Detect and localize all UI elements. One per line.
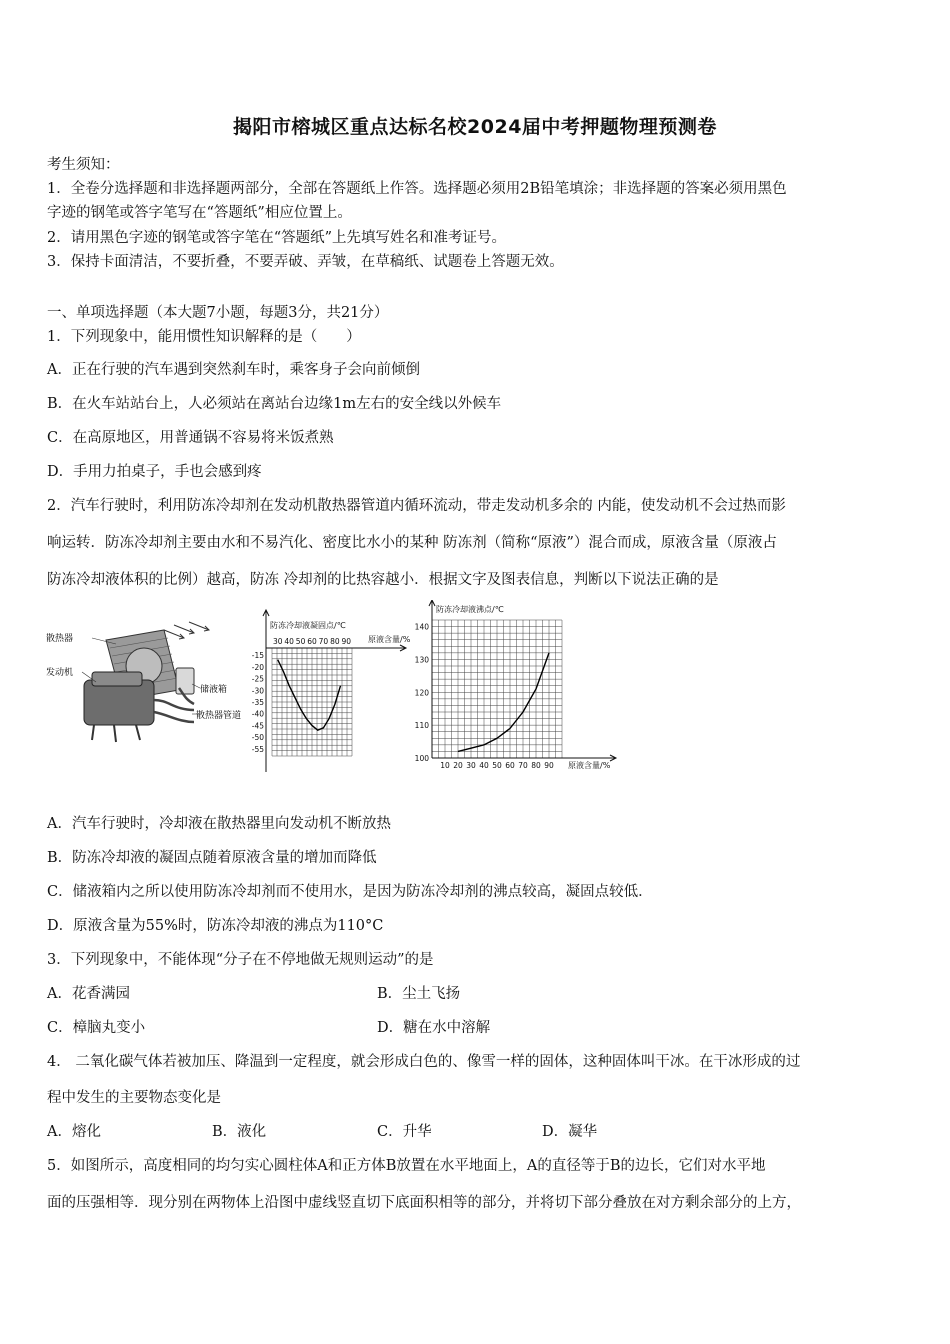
engine-block-shape <box>84 672 154 742</box>
label-radiator: 散热器 <box>46 634 74 644</box>
question-2-line-1: 2．汽车行驶时，利用防冻冷却剂在发动机散热器管道内循环流动，带走发动机多余的 内能，使发动机不会过热而影 <box>47 498 786 514</box>
boil-x-tick: 10 <box>440 761 450 770</box>
boil-y-tick: 110 <box>414 721 429 731</box>
airflow-arrows <box>164 622 209 639</box>
freeze-x-tick: 70 <box>318 637 329 646</box>
question-2-option-b: B．防冻冷却液的凝固点随着原液含量的增加而降低 <box>47 850 377 866</box>
label-engine: 发动机 <box>46 668 74 678</box>
freeze-x-tick: 30 <box>272 637 283 646</box>
boil-x-tick: 20 <box>453 761 463 770</box>
notice-item-1-line-2: 字迹的钢笔或答字笔写在“答题纸”相应位置上。 <box>47 205 352 221</box>
notice-item-1-line-1: 1．全卷分选择题和非选择题两部分，全部在答题纸上作答。选择题必须用2B铅笔填涂；非选择题的答案必须用黑色 <box>47 181 787 197</box>
freeze-y-tick: -15 <box>251 651 264 661</box>
question-2-option-d: D．原液含量为55%时，防冻冷却液的沸点为110°C <box>47 918 384 934</box>
question-3-option-c: C．樟脑丸变小 <box>47 1020 146 1036</box>
question-2-figure <box>44 600 624 780</box>
question-4-option-a: A．熔化 <box>47 1124 101 1140</box>
freeze-x-tick: 40 <box>284 637 294 646</box>
boil-x-tick: 30 <box>466 761 476 770</box>
question-3-option-b: B．尘土飞扬 <box>377 986 461 1002</box>
question-3-option-d: D．糖在水中溶解 <box>377 1020 491 1036</box>
freeze-y-tick: -30 <box>251 686 264 696</box>
paper-title: 揭阳市榕城区重点达标名校2024届中考押题物理预测卷 <box>233 116 717 138</box>
boil-x-tick: 90 <box>544 761 554 770</box>
freeze-x-tick: 90 <box>341 637 352 646</box>
notice-item-2: 2．请用黑色字迹的钢笔或答字笔在“答题纸”上先填写姓名和准考证号。 <box>47 230 507 246</box>
question-1-option-b: B．在火车站站台上，人必须站在离站台边缘1m左右的安全线以外候车 <box>47 396 502 412</box>
notice-heading: 考生须知： <box>47 157 120 173</box>
question-1-stem: 1．下列现象中，能用惯性知识解释的是（ ） <box>47 329 361 345</box>
freeze-y-tick: -45 <box>251 721 264 731</box>
label-storage-tank: 储液箱 <box>200 685 228 695</box>
freeze-y-tick: -25 <box>251 674 264 684</box>
question-2-option-c: C．储液箱内之所以使用防冻冷却剂而不使用水，是因为防冻冷却剂的沸点较高，凝固点较低． <box>47 884 653 900</box>
question-4-option-c: C．升华 <box>377 1124 432 1140</box>
question-2-line-3: 防冻冷却液体积的比例）越高，防冻 冷却剂的比热容越小．根据文字及图表信息，判断以下说法正确的是 <box>47 572 719 588</box>
question-3-option-a: A．花香满园 <box>47 986 130 1002</box>
boil-y-tick: 120 <box>414 688 429 698</box>
question-1-option-c: C．在高原地区，用普通锅不容易将米饭煮熟 <box>47 430 334 446</box>
question-4-option-d: D．凝华 <box>542 1124 598 1140</box>
freezing-point-chart <box>252 610 411 772</box>
engine-illustration <box>46 622 241 742</box>
question-1-option-a: A．正在行驶的汽车遇到突然刹车时，乘客身子会向前倾倒 <box>47 362 420 378</box>
section-heading: 一、单项选择题（本大题7小题，每题3分，共21分） <box>47 305 389 321</box>
boil-x-tick: 40 <box>479 761 489 770</box>
freeze-x-tick: 60 <box>307 637 317 646</box>
boil-x-label: 原液含量/% <box>568 761 611 770</box>
freeze-x-label: 原液含量/% <box>368 635 411 644</box>
freeze-y-tick: -50 <box>251 733 264 743</box>
freeze-y-tick: -55 <box>251 744 264 754</box>
question-3-stem: 3．下列现象中，不能体现“分子在不停地做无规则运动”的是 <box>47 952 434 968</box>
freeze-y-tick: -35 <box>251 698 264 707</box>
boil-x-tick: 80 <box>531 761 541 770</box>
figure-svg <box>44 600 624 780</box>
boil-y-tick: 100 <box>414 754 429 763</box>
question-4-option-b: B．液化 <box>212 1124 267 1140</box>
notice-item-3: 3．保持卡面清洁，不要折叠，不要弄破、弄皱，在草稿纸、试题卷上答题无效。 <box>47 254 564 270</box>
boil-chart-title: 防冻冷却液沸点/℃ <box>436 605 504 614</box>
freeze-x-tick: 50 <box>295 637 306 646</box>
freeze-y-tick: -20 <box>251 662 264 672</box>
question-4-line-1: 4． 二氧化碳气体若被加压、降温到一定程度，就会形成白色的、像雪一样的固体，这种固体叫干冰。在干冰形成的过 <box>47 1054 801 1070</box>
question-1-option-d: D．手用力拍桌子，手也会感到疼 <box>47 464 262 480</box>
boil-y-tick: 140 <box>414 622 429 632</box>
label-radiator-pipe: 散热器管道 <box>196 711 242 721</box>
freeze-x-tick: 80 <box>330 637 340 646</box>
question-2-line-2: 响运转．防冻冷却剂主要由水和不易汽化、密度比水小的某种 防冻剂（简称“原液”）混合而成，原液含量（原液占 <box>47 535 777 551</box>
boil-x-tick: 50 <box>492 761 502 770</box>
question-2-option-a: A．汽车行驶时，冷却液在散热器里向发动机不断放热 <box>47 816 391 832</box>
freeze-y-tick: -40 <box>251 709 264 719</box>
storage-tank-shape <box>176 668 194 694</box>
question-5-line-2: 面的压强相等．现分别在两物体上沿图中虚线竖直切下底面积相等的部分，并将切下部分叠放在对方剩余部分的上方， <box>47 1195 801 1211</box>
freeze-chart-title: 防冻冷却液凝固点/℃ <box>270 621 346 630</box>
question-4-line-2: 程中发生的主要物态变化是 <box>47 1090 221 1106</box>
boil-x-tick: 70 <box>518 761 528 770</box>
boiling-point-chart <box>415 600 616 770</box>
boil-y-tick: 130 <box>414 655 429 665</box>
boil-x-tick: 60 <box>505 761 515 770</box>
question-5-line-1: 5．如图所示，高度相同的均匀实心圆柱体A和正方体B放置在水平地面上，A的直径等于B的边长，它们对水平地 <box>47 1158 766 1174</box>
